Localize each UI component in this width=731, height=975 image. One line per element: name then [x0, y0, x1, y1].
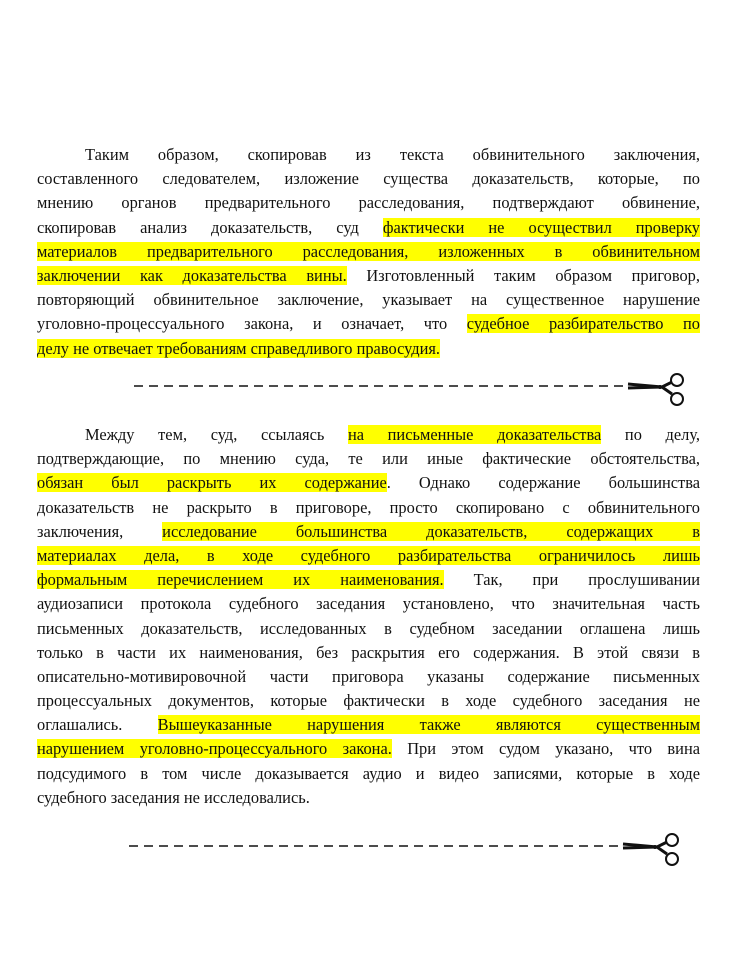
text-span: описательно-мотивировочной части приговора указаны содержание письменных	[37, 666, 700, 686]
text-span: При этом судом указано, что вина	[391, 739, 700, 759]
text-span: скопировав анализ доказательств, суд	[37, 217, 383, 237]
text-line	[37, 288, 700, 312]
cut-line-1	[130, 364, 690, 408]
text-line	[37, 568, 700, 592]
text-span: оглашались.	[37, 715, 158, 735]
text-line	[37, 337, 700, 361]
paragraph-2	[37, 423, 700, 810]
text-line	[37, 423, 700, 447]
text-line	[37, 447, 700, 471]
text-span: письменных доказательств, исследованных в судебном заседании оглашена лишь	[37, 618, 700, 638]
text-line	[37, 216, 700, 240]
text-line	[37, 737, 700, 761]
text-line	[37, 665, 700, 689]
text-span: уголовно-процессуального закона, и означает, что	[37, 314, 467, 334]
paragraph-1	[37, 143, 700, 361]
text-line	[37, 689, 700, 713]
highlighted-text: судебное разбирательство по	[466, 314, 700, 334]
highlighted-text: исследование большинства доказательств, содержащих в	[162, 521, 700, 541]
text-span: аудиозаписи протокола судебного заседания установлено, что значительная часть	[37, 594, 700, 614]
cut-line-2	[125, 824, 685, 868]
text-line	[37, 713, 700, 737]
text-line	[37, 520, 700, 544]
text-span: Так, при прослушивании	[443, 570, 701, 590]
text-span: заключения,	[37, 521, 163, 541]
text-line	[37, 617, 700, 641]
text-line	[37, 240, 700, 264]
highlighted-text: обязан был раскрыть их содержание	[37, 473, 387, 493]
text-span: доказательств не раскрыто в приговоре, просто скопировано с обвинительного	[37, 497, 700, 517]
text-span: Таким образом, скопировав из текста обвинительного заключения,	[85, 145, 700, 164]
highlighted-text: материалов предварительного расследования, изложенных в обвинительном	[37, 241, 700, 261]
text-line	[37, 496, 700, 520]
text-span: судебного заседания не исследовались.	[37, 787, 310, 807]
text-span: Между тем, суд, ссылаясь	[85, 425, 348, 444]
text-span: только в части их наименования, без раскрытия его содержания. В этой связи в	[37, 642, 700, 662]
text-span: подтверждающие, по мнению суда, те или иные фактические обстоятельства,	[37, 449, 700, 469]
highlighted-text: делу не отвечает требованиям справедливого правосудия.	[37, 338, 441, 358]
text-line	[37, 786, 700, 810]
text-span: повторяющий обвинительное заключение, указывает на существенное нарушение	[37, 290, 700, 310]
highlighted-text: формальным перечислением их наименования.	[37, 570, 444, 590]
highlighted-text: на письменные доказательства	[347, 425, 602, 444]
text-line	[37, 264, 700, 288]
highlighted-text: фактически не осуществил проверку	[382, 217, 700, 237]
scissors-icon	[628, 374, 683, 405]
highlighted-text: Вышеуказанные нарушения также являются существенным	[157, 715, 700, 735]
text-span: процессуальных документов, которые фактически в ходе судебного заседания не	[37, 691, 700, 711]
text-span: составленного следователем, изложение существа доказательств, которые, по	[37, 169, 700, 189]
text-span: по делу,	[601, 425, 700, 444]
text-line	[37, 762, 700, 786]
text-line	[37, 312, 700, 336]
text-span: . Однако содержание большинства	[386, 473, 700, 493]
highlighted-text: материалах дела, в ходе судебного разбирательства ограничилось лишь	[37, 545, 700, 565]
text-line	[37, 471, 700, 495]
highlighted-text: заключении как доказательства вины.	[37, 265, 347, 285]
text-line	[37, 191, 700, 215]
text-line	[37, 143, 700, 167]
text-span: мнению органов предварительного расследования, подтверждают обвинение,	[37, 193, 700, 213]
scissors-icon	[623, 834, 678, 865]
text-line	[37, 592, 700, 616]
text-span: Изготовленный таким образом приговор,	[346, 265, 700, 285]
text-span: подсудимого в том числе доказывается аудио и видео записями, которые в ходе	[37, 763, 700, 783]
highlighted-text: нарушением уголовно-процессуального закона.	[37, 739, 392, 759]
text-line	[37, 167, 700, 191]
text-line	[37, 641, 700, 665]
text-line	[37, 544, 700, 568]
